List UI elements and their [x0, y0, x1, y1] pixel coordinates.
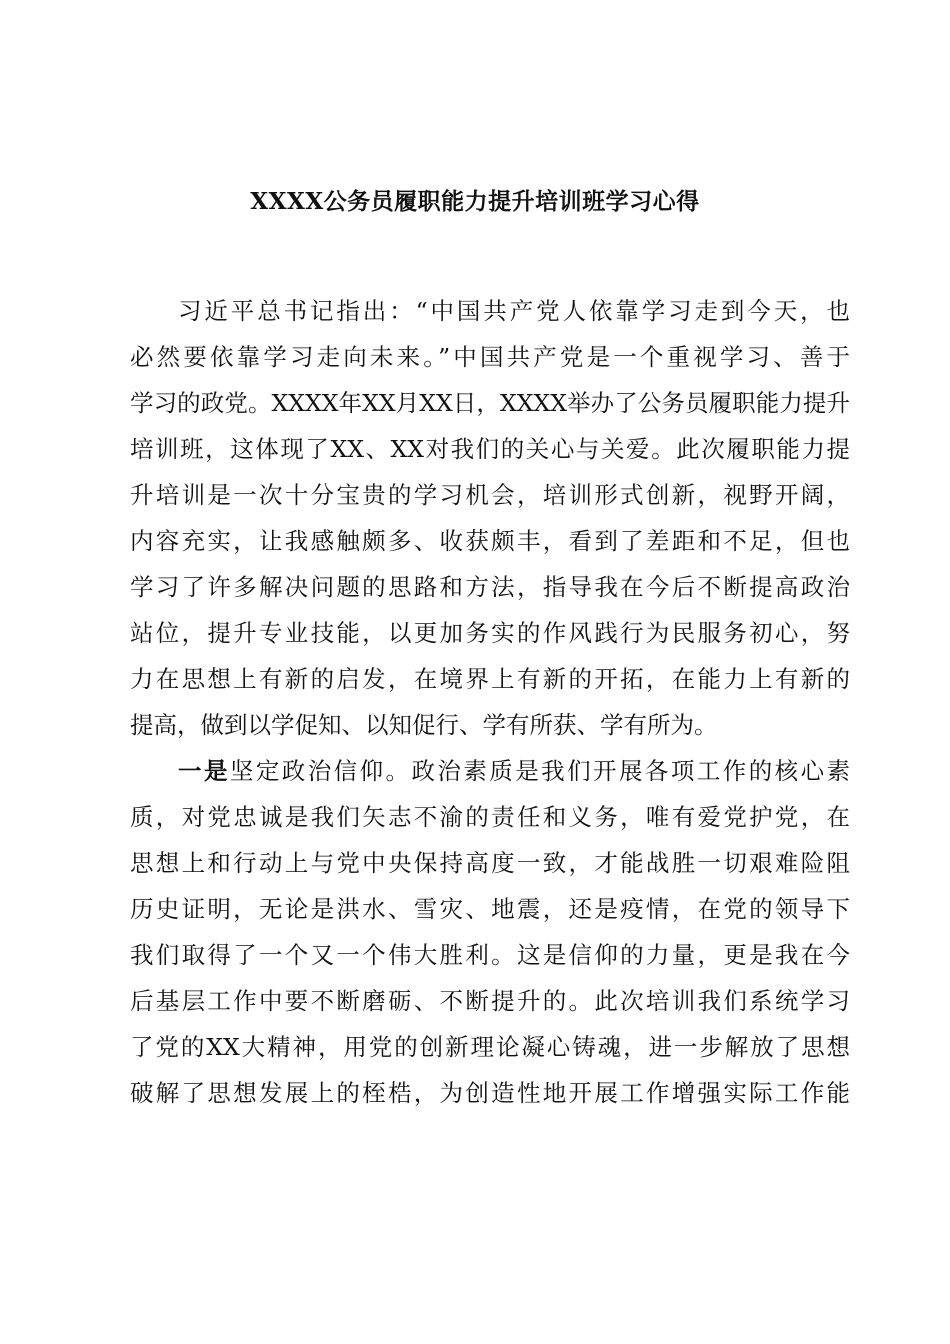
text-line: 习近平总书记指出：“中国共产党人依靠学习走到今天，也 [178, 297, 850, 325]
text-line: 学习的政党。XXXX年XX月XX日，XXXX举办了公务员履职能力提升 [130, 389, 850, 417]
text-line: 力在思想上有新的启发，在境界上有新的开拓，在能力上有新的 [130, 665, 850, 693]
document-title: XXXX公务员履职能力提升培训班学习心得 [250, 188, 700, 215]
paragraph-intro [130, 288, 850, 748]
text-line: 了党的XX大精神，用党的创新理论凝心铸魂，进一步解放了思想 [130, 1033, 850, 1061]
paragraph-point-one [130, 748, 850, 1116]
text-line: 质，对党忠诚是我们矢志不渝的责任和义务，唯有爱党护党，在 [130, 803, 850, 831]
document-body [130, 288, 850, 1116]
text-line [130, 748, 850, 794]
text-line: 内容充实，让我感触颇多、收获颇丰，看到了差距和不足，但也 [130, 527, 850, 555]
text-line: 站位，提升专业技能，以更加务实的作风践行为民服务初心，努 [130, 619, 850, 647]
text-line: 必然要依靠学习走向未来。”中国共产党是一个重视学习、善于 [130, 343, 850, 371]
text-line: 学习了许多解决问题的思路和方法，指导我在今后不断提高政治 [130, 573, 850, 601]
text-line: 提高，做到以学促知、以知促行、学有所获、学有所为。 [130, 711, 718, 739]
text-line: 破解了思想发展上的桎梏，为创造性地开展工作增强实际工作能 [130, 1079, 850, 1107]
text-line: 后基层工作中要不断磨砺、不断提升的。此次培训我们系统学习 [130, 987, 850, 1015]
text-line: 升培训是一次十分宝贵的学习机会，培训形式创新，视野开阔， [130, 481, 850, 509]
text-line: 我们取得了一个又一个伟大胜利。这是信仰的力量，更是我在今 [130, 941, 850, 969]
first-line-rest: 坚定政治信仰。政治素质是我们开展各项工作的核心素 [229, 757, 851, 785]
text-line: 培训班，这体现了XX、XX对我们的关心与关爱。此次履职能力提 [130, 435, 850, 463]
paragraph-lead: 一是 [178, 757, 230, 785]
text-line: 历史证明，无论是洪水、雪灾、地震，还是疫情，在党的领导下 [130, 895, 850, 923]
text-line: 思想上和行动上与党中央保持高度一致，才能战胜一切艰难险阻 [130, 849, 850, 877]
